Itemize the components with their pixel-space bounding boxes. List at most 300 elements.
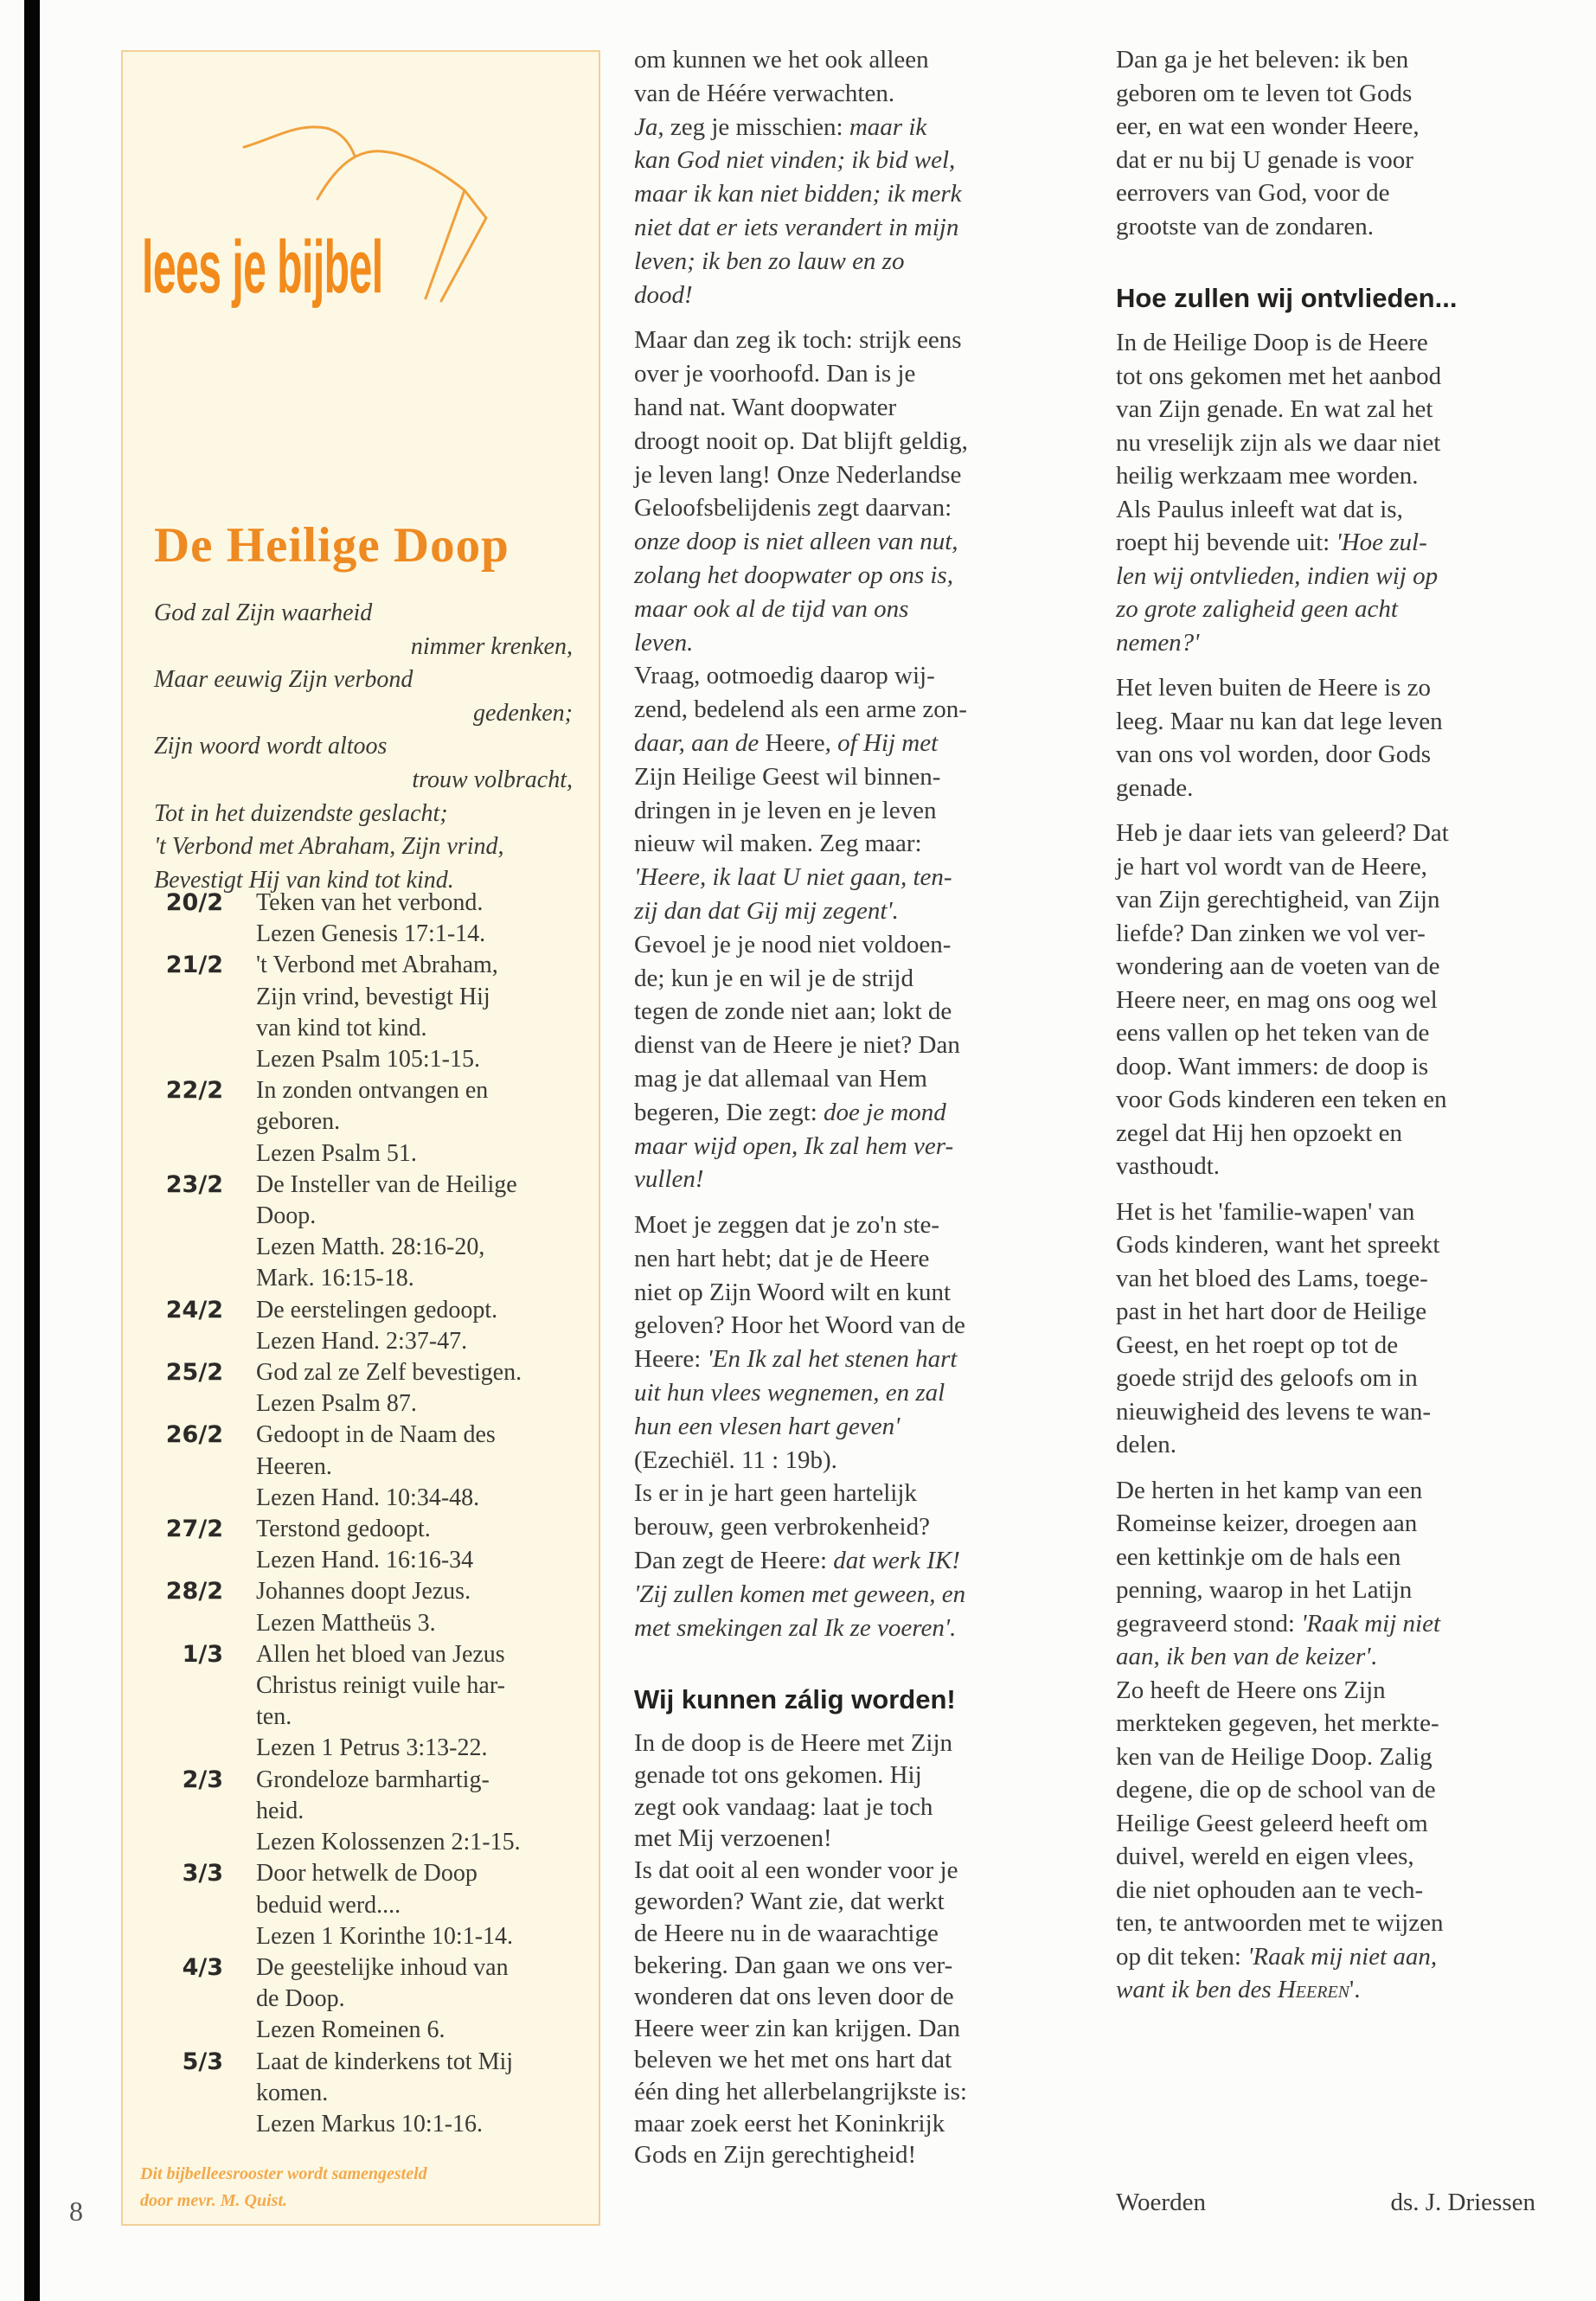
- text-run: penning, waarop in het Latijn: [1116, 1576, 1413, 1604]
- paragraph: [634, 1727, 1067, 2170]
- schedule-entry: [123, 950, 602, 1075]
- text-run: van Zijn gerechtigheid, van Zijn: [1116, 886, 1440, 913]
- italic-run: , of Hij met: [824, 728, 939, 757]
- text-run: van ons vol worden, door Gods: [1116, 740, 1432, 768]
- paragraph: [1116, 817, 1548, 1183]
- text-line: [1116, 1574, 1548, 1607]
- text-line: [1116, 360, 1548, 394]
- schedule-date: 5/3: [182, 2048, 223, 2075]
- italic-run: 'Hoe zul-: [1336, 529, 1427, 556]
- schedule-line: Lezen Romeinen 6.: [256, 2016, 445, 2044]
- schedule-text: [256, 1858, 602, 1952]
- schedule-text: [256, 1639, 602, 1765]
- italic-run: maar wijd open, Ik zal hem ver-: [634, 1131, 954, 1160]
- italic-run: vullen!: [634, 1165, 704, 1194]
- schedule-line: God zal ze Zelf bevestigen.: [256, 1359, 522, 1387]
- paragraph: [634, 43, 1067, 311]
- text-line: [1116, 1674, 1548, 1708]
- text-run: .: [1370, 1643, 1377, 1670]
- italic-run: dat werk IK!: [833, 1547, 960, 1575]
- schedule-date: 21/2: [165, 952, 223, 979]
- text-run: van het bloed des Lams, toege-: [1116, 1264, 1428, 1292]
- text-run: ken van de Heilige Doop. Zalig: [1116, 1742, 1433, 1771]
- text-line: [634, 760, 1067, 794]
- paragraph: [1116, 1195, 1548, 1462]
- text-run: dat er nu bij U genade is voor: [1116, 145, 1413, 174]
- schedule-entry: [123, 1765, 602, 1859]
- schedule-date: 28/2: [165, 1578, 223, 1606]
- text-line: [1116, 1195, 1548, 1229]
- schedule-text: [256, 1765, 602, 1859]
- text-line: [634, 77, 1067, 111]
- text-run: degene, die op de school van de: [1116, 1776, 1436, 1804]
- italic-run: niet dat er iets verandert in mijn: [634, 213, 959, 241]
- schedule-line: Lezen Hand. 16:16-34: [256, 1547, 474, 1574]
- schedule-date: 25/2: [165, 1359, 223, 1387]
- schedule-entry: [123, 1295, 602, 1357]
- schedule-entry: [123, 1170, 602, 1295]
- text-line: [634, 1612, 1067, 1645]
- text-run: op dit teken:: [1116, 1942, 1248, 1971]
- text-line: [1116, 43, 1548, 77]
- text-line: [634, 1510, 1067, 1544]
- text-run: past in het hart door de Heilige: [1116, 1298, 1427, 1325]
- schedule-line: Gedoopt in de Naam des: [256, 1421, 496, 1449]
- italic-run: maar ik kan niet bidden; ik merk: [634, 180, 962, 208]
- italic-run: len wij ontvlieden, indien wij op: [1116, 561, 1439, 590]
- text-line: [634, 391, 1067, 425]
- schedule-entry: [123, 1420, 602, 1514]
- italic-run: daar, aan de: [634, 728, 766, 757]
- text-line: [1116, 1117, 1548, 1150]
- text-line: [634, 727, 1067, 760]
- text-line: [1116, 671, 1548, 705]
- italic-run: 'Raak mij niet: [1301, 1609, 1441, 1638]
- text-run: de Heere nu in de waarachtige: [634, 1920, 939, 1948]
- italic-run: 'Raak mij niet aan,: [1247, 1942, 1438, 1971]
- text-line: [634, 861, 1067, 894]
- text-run: dienst van de Heere je niet? Dan: [634, 1031, 960, 1060]
- text-run: Is dat ooit al een wonder voor je: [634, 1856, 958, 1884]
- schedule-entry: [123, 1576, 602, 1638]
- italic-run: zij dan dat Gij mij zegent'.: [634, 896, 899, 925]
- text-line: [1116, 917, 1548, 951]
- text-run: beleven we het met ons hart dat: [634, 2046, 952, 2074]
- text-line: [634, 1759, 1067, 1791]
- text-line: [1116, 1083, 1548, 1117]
- schedule-text: [256, 1952, 602, 2047]
- text-line: [1116, 426, 1548, 460]
- text-line: [634, 1309, 1067, 1343]
- text-line: [1116, 176, 1548, 210]
- italic-run: nemen?': [1116, 628, 1200, 657]
- paragraph: [634, 324, 1067, 1196]
- text-line: [634, 2044, 1067, 2076]
- text-run: genade tot ons gekomen. Hij: [634, 1761, 922, 1790]
- schedule-date: 24/2: [165, 1296, 223, 1324]
- signature-author: ds. J. Driessen: [1390, 2189, 1535, 2216]
- text-line: [634, 1823, 1067, 1855]
- paragraph: [1116, 1474, 1548, 2007]
- text-run: om kunnen we het ook alleen: [634, 46, 929, 74]
- italic-run: want ik ben des: [1116, 1976, 1278, 2003]
- schedule-line: Mark. 16:15-18.: [256, 1265, 414, 1292]
- schedule-entry: [123, 1639, 602, 1765]
- text-line: [634, 1477, 1067, 1510]
- text-line: [634, 1950, 1067, 1982]
- schedule-line: komen.: [256, 2079, 329, 2106]
- text-line: [1116, 1016, 1548, 1050]
- schedule-line: De geestelijke inhoud van: [256, 1953, 509, 1981]
- text-run: Zijn Heilige Geest wil binnen-: [634, 762, 941, 791]
- text-line: [634, 245, 1067, 279]
- text-line: [634, 357, 1067, 391]
- text-run: geloven? Hoor het Woord van de: [634, 1311, 965, 1340]
- text-run: Gevoel je je nood niet voldoen-: [634, 930, 952, 958]
- text-line: [634, 1918, 1067, 1950]
- text-run: , zeg je misschien:: [657, 112, 849, 141]
- poem-line: God zal Zijn waarheid: [154, 599, 373, 626]
- text-line: [1116, 1840, 1548, 1874]
- note-line: Dit bijbelleesrooster wordt samengesteld: [140, 2164, 427, 2183]
- text-line: [1116, 326, 1548, 360]
- text-line: [1116, 144, 1548, 177]
- schedule-line: Lezen 1 Korinthe 10:1-14.: [256, 1922, 514, 1950]
- text-run: droogt nooit op. Dat blijft geldig,: [634, 426, 968, 455]
- signature-place: Woerden: [1116, 2189, 1206, 2216]
- text-run: bekering. Dan gaan we ons ver-: [634, 1951, 953, 1979]
- schedule-text: [256, 2047, 602, 2141]
- text-line: [1116, 1150, 1548, 1183]
- schedule-line: Lezen Mattheüs 3.: [256, 1609, 436, 1637]
- text-line: [1116, 850, 1548, 884]
- text-line: [634, 43, 1067, 77]
- text-line: [634, 1981, 1067, 2013]
- schedule-line: Lezen Kolossenzen 2:1-15.: [256, 1829, 521, 1856]
- schedule-line: Lezen Hand. 2:37-47.: [256, 1327, 468, 1355]
- text-line: [634, 525, 1067, 559]
- text-line: [634, 995, 1067, 1029]
- text-line: [1116, 1050, 1548, 1084]
- text-run: van Zijn genade. En wat zal het: [1116, 395, 1433, 423]
- text-line: [634, 626, 1067, 660]
- text-run: eerrovers van God, voor de: [1116, 179, 1390, 207]
- text-line: [1116, 593, 1548, 626]
- schedule-line: Lezen Psalm 51.: [256, 1139, 417, 1167]
- text-line: [634, 894, 1067, 928]
- text-line: [634, 1062, 1067, 1096]
- text-line: [1116, 110, 1548, 144]
- text-line: [1116, 1707, 1548, 1740]
- text-run: over je voorhoofd. Dan is je: [634, 360, 916, 388]
- text-line: [634, 1410, 1067, 1444]
- schedule-date: 3/3: [182, 1860, 223, 1888]
- text-line: [1116, 1262, 1548, 1296]
- text-run: Romeinse keizer, droegen aan: [1116, 1509, 1418, 1537]
- schedule-line: Lezen Hand. 10:34-48.: [256, 1484, 480, 1511]
- text-line: [634, 1163, 1067, 1196]
- text-line: [634, 1791, 1067, 1823]
- schedule-line: de Doop.: [256, 1985, 345, 2013]
- text-run: Gods en Zijn gerechtigheid!: [634, 2141, 917, 2170]
- schedule-line: Grondeloze barmhartig-: [256, 1766, 490, 1793]
- text-line: [634, 324, 1067, 357]
- note-line: door mevr. M. Quist.: [140, 2191, 288, 2210]
- text-line: [634, 593, 1067, 626]
- schedule-line: van kind tot kind.: [256, 1014, 427, 1042]
- schedule-date: 1/3: [182, 1640, 223, 1668]
- text-line: [1116, 738, 1548, 772]
- poem: [154, 597, 573, 897]
- poem-line: gedenken;: [472, 699, 573, 727]
- text-run: Moet je zeggen dat je zo'n ste-: [634, 1211, 940, 1240]
- poem-line: trouw volbracht,: [412, 766, 573, 793]
- text-run: Heere:: [634, 1345, 708, 1374]
- text-line: [634, 2013, 1067, 2045]
- text-run: leeg. Maar nu kan dat lege leven: [1116, 707, 1443, 735]
- text-line: [1116, 393, 1548, 426]
- schedule-entry: [123, 1514, 602, 1576]
- text-run: ten, te antwoorden met te wijzen: [1116, 1909, 1444, 1937]
- schedule-entry: [123, 2047, 602, 2141]
- text-line: [634, 2139, 1067, 2171]
- text-run: Is er in je hart geen hartelijk: [634, 1479, 917, 1508]
- text-line: [634, 458, 1067, 492]
- schedule-entry: [123, 888, 602, 950]
- text-line: [1116, 459, 1548, 493]
- text-line: [634, 1886, 1067, 1918]
- italic-run: leven; ik ben zo lauw en zo: [634, 247, 905, 275]
- text-run: met Mij verzoenen!: [634, 1824, 832, 1853]
- text-run: In de doop is de Heere met Zijn: [634, 1729, 953, 1758]
- schedule-line: Johannes doopt Jezus.: [256, 1578, 471, 1606]
- text-run: nu vreselijk zijn als we daar niet: [1116, 428, 1441, 457]
- schedule-line: Zijn vrind, bevestigt Hij: [256, 983, 490, 1010]
- text-line: [1116, 1607, 1548, 1641]
- italic-run: kan God niet vinden; ik bid wel,: [634, 146, 956, 175]
- text-line: [634, 928, 1067, 962]
- schedule-line: heid.: [256, 1797, 304, 1824]
- italic-run: 'Zij zullen komen met geween, en: [634, 1580, 966, 1608]
- text-run: maar zoek eerst het Koninkrijk: [634, 2109, 945, 2138]
- text-run: begeren, Die zegt:: [634, 1098, 824, 1126]
- text-run: gegraveerd stond:: [1116, 1609, 1302, 1638]
- text-run: niet op Zijn Woord wilt en kunt: [634, 1278, 952, 1306]
- schedule-text: [256, 1420, 602, 1514]
- text-run: Vraag, ootmoedig daarop wij-: [634, 662, 935, 690]
- poem-line: Zijn woord wordt altoos: [154, 733, 388, 760]
- italic-run: 'En Ik zal het stenen hart: [707, 1345, 958, 1374]
- text-line: [1116, 1940, 1548, 1974]
- text-run: genade.: [1116, 773, 1194, 802]
- schedule-text: [256, 1075, 602, 1170]
- text-line: [634, 1096, 1067, 1130]
- text-line: [1116, 493, 1548, 527]
- text-run: '.: [1349, 1976, 1361, 2003]
- text-run: zegt ook vandaag: laat je toch: [634, 1792, 933, 1821]
- text-run: merkteken gegeven, het merkte-: [1116, 1709, 1439, 1737]
- italic-run: maar ook al de tijd van ons: [634, 594, 909, 623]
- text-line: [634, 1544, 1067, 1578]
- page-number: 8: [69, 2195, 83, 2227]
- schedule-text: [256, 1576, 602, 1638]
- schedule-line: De Insteller van de Heilige: [256, 1170, 517, 1198]
- schedule-text: [256, 950, 602, 1075]
- schedule-line: Laat de kinderkens tot Mij: [256, 2048, 514, 2075]
- schedule-line: Terstond gedoopt.: [256, 1516, 431, 1543]
- text-line: [634, 559, 1067, 593]
- text-line: [634, 279, 1067, 312]
- text-line: [1116, 883, 1548, 917]
- text-run: hand nat. Want doopwater: [634, 393, 897, 421]
- text-run: Heere neer, en mag ons oog wel: [1116, 985, 1438, 1014]
- text-line: [1116, 1362, 1548, 1395]
- text-line: [634, 1727, 1067, 1759]
- schedule-text: [256, 888, 602, 950]
- italic-run: uit hun vlees wegnemen, en zal: [634, 1379, 945, 1407]
- small-caps-run: Heeren: [1277, 1976, 1350, 2003]
- text-line: [634, 211, 1067, 245]
- poem-line: Bevestigt Hij van kind tot kind.: [154, 866, 454, 894]
- schedule-line: Heeren.: [256, 1452, 332, 1480]
- text-run: berouw, geen verbrokenheid?: [634, 1513, 930, 1541]
- text-line: [1116, 526, 1548, 560]
- schedule-date: 22/2: [165, 1077, 223, 1105]
- text-line: [634, 962, 1067, 996]
- schedule-date: 23/2: [165, 1170, 223, 1198]
- binding-edge: [24, 0, 40, 2301]
- schedule-line: Allen het bloed van Jezus: [256, 1640, 505, 1668]
- text-run: eer, en wat een wonder Heere,: [1116, 112, 1420, 140]
- schedule-line: Lezen Genesis 17:1-14.: [256, 920, 486, 948]
- text-line: [1116, 1973, 1548, 2007]
- text-line: [634, 491, 1067, 525]
- text-line: [634, 794, 1067, 828]
- text-run: Dan ga je het beleven: ik ben: [1116, 46, 1409, 74]
- text-run: dringen in je leven en je leven: [634, 796, 937, 824]
- text-line: [1116, 1740, 1548, 1774]
- text-run: wonderen dat ons leven door de: [634, 1983, 954, 2011]
- schedule-line: Lezen Psalm 105:1-15.: [256, 1046, 480, 1074]
- text-run: geworden? Want zie, dat werkt: [634, 1888, 945, 1916]
- text-run: nieuw wil maken. Zeg maar:: [634, 830, 922, 858]
- text-run: Heere: [765, 728, 825, 757]
- text-line: [1116, 1329, 1548, 1362]
- text-line: [634, 1130, 1067, 1163]
- paragraph: [1116, 671, 1548, 804]
- logo-text: lees je bijbel: [142, 226, 383, 309]
- text-run: die niet ophouden aan te vech-: [1116, 1875, 1424, 1904]
- text-run: goede strijd des geloofs om in: [1116, 1364, 1418, 1392]
- text-run: mag je dat allemaal van Hem: [634, 1064, 927, 1093]
- schedule-line: 't Verbond met Abraham,: [256, 952, 498, 979]
- schedule-date: 27/2: [165, 1516, 223, 1543]
- poem-line: nimmer krenken,: [410, 632, 573, 660]
- text-run: tot ons gekomen met het aanbod: [1116, 362, 1442, 390]
- text-run: je hart vol wordt van de Heere,: [1116, 852, 1427, 881]
- text-line: [1116, 1907, 1548, 1940]
- text-run: grootste van de zondaren.: [1116, 212, 1374, 240]
- schedule-entry: [123, 1952, 602, 2047]
- text-run: Als Paulus inleeft wat dat is,: [1116, 495, 1403, 523]
- schedule-line: Door hetwelk de Doop: [256, 1860, 478, 1888]
- article-column-right: [1116, 43, 1548, 2007]
- text-line: [1116, 1507, 1548, 1541]
- text-line: [634, 1276, 1067, 1310]
- text-run: (Ezechiël. 11 : 19b).: [634, 1445, 837, 1474]
- lees-je-bijbel-logo: [123, 52, 602, 415]
- article-column-middle: [634, 43, 1067, 2171]
- text-run: de; kun je en wil je de strijd: [634, 964, 913, 992]
- bible-reading-sidebar: [121, 50, 600, 2226]
- schedule-line: Lezen Psalm 87.: [256, 1390, 417, 1418]
- text-line: [634, 659, 1067, 693]
- schedule-date: 20/2: [165, 889, 223, 916]
- text-run: Zo heeft de Heere ons Zijn: [1116, 1676, 1386, 1704]
- text-line: [634, 1343, 1067, 1376]
- text-line: [634, 144, 1067, 177]
- text-line: [634, 1242, 1067, 1276]
- schedule-date: 26/2: [165, 1421, 223, 1449]
- schedule-text: [256, 1357, 602, 1420]
- text-run: Het leven buiten de Heere is zo: [1116, 674, 1431, 702]
- schedule-line: geboren.: [256, 1108, 341, 1136]
- italic-run: zo grote zaligheid geen acht: [1116, 595, 1398, 623]
- schedule-line: Christus reinigt vuile har-: [256, 1672, 505, 1700]
- text-line: [1116, 560, 1548, 593]
- text-run: heilig werkzaam mee worden.: [1116, 462, 1419, 490]
- text-run: een kettinkje om de hals een: [1116, 1542, 1401, 1571]
- text-line: [1116, 1228, 1548, 1262]
- text-run: Heere weer zin kan krijgen. Dan: [634, 2014, 960, 2042]
- section-title: De Heilige Doop: [154, 518, 510, 573]
- text-line: [1116, 705, 1548, 739]
- poem-line: 't Verbond met Abraham, Zijn vrind,: [154, 833, 504, 861]
- schedule-entry: [123, 1075, 602, 1170]
- text-run: duivel, wereld en eigen vlees,: [1116, 1843, 1414, 1870]
- schedule-text: [256, 1295, 602, 1357]
- schedule-date: 2/3: [182, 1766, 223, 1793]
- text-run: Heilige Geest geleerd heeft om: [1116, 1809, 1428, 1837]
- text-line: [1116, 950, 1548, 984]
- text-run: Gods kinderen, want het spreekt: [1116, 1231, 1440, 1259]
- compiler-note: [140, 2161, 427, 2214]
- schedule-line: Teken van het verbond.: [256, 889, 484, 916]
- text-run: je leven lang! Onze Nederlandse: [634, 460, 962, 489]
- text-run: De herten in het kamp van een: [1116, 1476, 1423, 1504]
- paragraph: [634, 1208, 1067, 1644]
- text-line: [634, 1376, 1067, 1410]
- schedule-line: De eerstelingen gedoopt.: [256, 1296, 498, 1324]
- text-line: [1116, 1474, 1548, 1508]
- text-line: [634, 111, 1067, 144]
- text-run: vasthoudt.: [1116, 1152, 1221, 1180]
- text-line: [634, 2076, 1067, 2108]
- schedule-text: [256, 1170, 602, 1295]
- text-line: [1116, 626, 1548, 660]
- text-line: [1116, 1640, 1548, 1674]
- schedule-line: In zonden ontvangen en: [256, 1077, 489, 1105]
- text-line: [634, 1855, 1067, 1887]
- text-run: doop. Want immers: de doop is: [1116, 1052, 1429, 1080]
- paragraph: [1116, 326, 1548, 659]
- text-run: voor Gods kinderen een teken en: [1116, 1086, 1447, 1113]
- text-run: In de Heilige Doop is de Heere: [1116, 329, 1428, 356]
- paragraph: [1116, 43, 1548, 243]
- text-run: Geest, en het roept op tot de: [1116, 1330, 1399, 1359]
- poem-line: Maar eeuwig Zijn verbond: [154, 666, 413, 694]
- text-run: zegel dat Hij hen opzoekt en: [1116, 1118, 1402, 1147]
